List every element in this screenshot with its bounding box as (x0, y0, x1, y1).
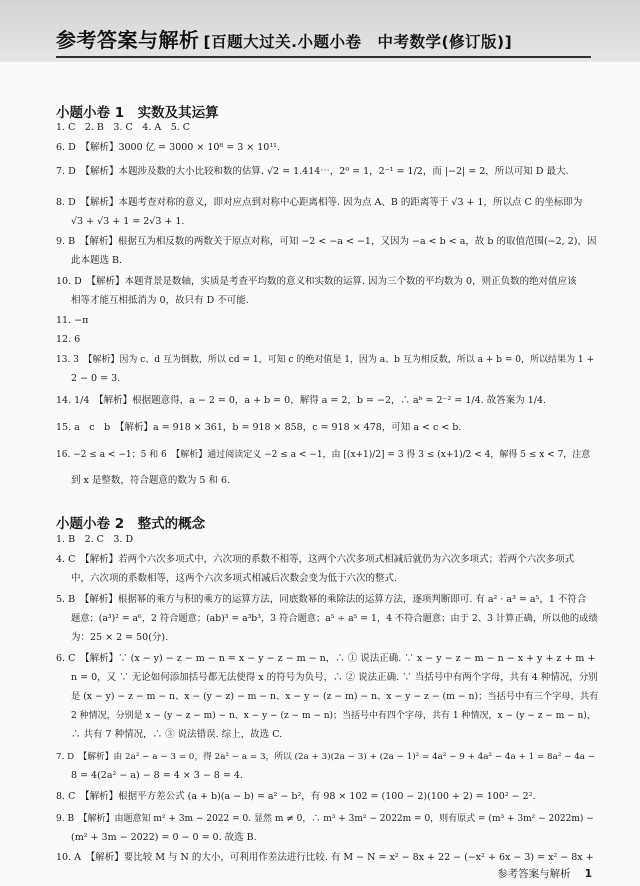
answer-line: 1. C 2. B 3. C 4. A 5. C (56, 122, 191, 133)
header-main-title: 参考答案与解析 (56, 28, 200, 52)
answer-line: 是 (x − y) − z − m − n、x − (y − z) − m − n、x − y − (z − m) − n、x − y − z − (m − n)；当括号中有三个字母，共有 (71, 691, 599, 702)
page-footer (497, 866, 592, 881)
header-title (56, 24, 512, 53)
answer-line: 到 x 是整数，符合题意的数为 5 和 6. (71, 475, 231, 486)
answer-line: 11. −π (56, 315, 89, 326)
answer-line: 15. a c b 【解析】a = 918 × 361，b = 918 × 858，c = 918 × 478，可知 a < c < b. (56, 422, 462, 433)
footer-label: 参考答案与解析 (497, 868, 571, 880)
answer-line: 2 种情况，分别是 x − (y − z − m) − n、x − y − (z − m − n)；当括号中有四个字母，共有 1 种情况，x − (y − z − m − n)， (71, 711, 596, 721)
answer-line: 16. −2 ≤ a < −1；5 和 6 【解析】通过阅读定义 −2 ≤ a < −1，由 [(x+1)/2] = 3 得 3 ≤ (x+1)/2 < 4，解得 5 ≤ x < 7，注意 (56, 450, 591, 460)
answer-line: 7. D 【解析】由 2a² − a − 3 = 0，得 2a² − a = 3，所以 (2a + 3)(2a − 3) + (2a − 1)² = 4a² − 9 + 4a² − 4a + 1 = 8a² − 4a − (56, 752, 596, 762)
answer-line: 12. 6 (56, 334, 81, 345)
answer-line: (m² + 3m − 2022) = 0 − 0 = 0. 故选 B. (71, 832, 257, 843)
answer-line: ∴ 共有 7 种情况，∴ ③ 说法错误. 综上，故选 C. (71, 729, 283, 740)
header-rule (56, 56, 591, 58)
page-number: 1 (584, 868, 592, 880)
page-header (0, 0, 640, 62)
header-subtitle: [百题大过关.小题小卷 中考数学(修订版)] (203, 33, 513, 51)
answer-line: 此本题选 B. (71, 255, 123, 266)
answer-line: 10. A 【解析】要比较 M 与 N 的大小，可利用作差法进行比较. 有 M − N = x² − 8x + 22 − (−x² + 6x − 3) = x² − 8x + (56, 852, 594, 863)
answer-line: 题意；(a³)² = a⁶，2 符合题意；(ab)³ = a³b³，3 符合题意；a⁵ ÷ a⁵ = 1，4 不符合题意；由于 2、3 计算正确，所以他的成绩 (71, 613, 598, 624)
answer-line: 为：25 × 2 = 50(分). (71, 632, 169, 643)
answer-line: 13. 3 【解析】因为 c、d 互为倒数，所以 cd = 1，可知 c 的绝对值是 1，因为 a、b 互为相反数，所以 a + b = 0，所以结果为 1 + (56, 355, 595, 365)
answer-line: 6. D 【解析】3000 亿 = 3000 × 10⁸ = 3 × 10¹¹. (56, 142, 280, 153)
answer-line: n = 0，又 ∵ 无论如何添加括号都无法使得 x 的符号为负号，∴ ② 说法正确. ∵ 当括号中有两个字母，共有 4 种情况，分别 (71, 672, 598, 683)
answer-line: 5. B 【解析】根据幂的乘方与积的乘方的运算方法，同底数幂的乘除法的运算方法，逐项判断即可. 有 a² · a³ = a⁵，1 不符合 (56, 594, 587, 605)
answer-line: 10. D 【解析】本题背景是数轴，实质是考查平均数的意义和实数的运算. 因为三个数的平均数为 0，则正负数的绝对值应该 (56, 276, 577, 287)
answer-line: 1. B 2. C 3. D (56, 534, 134, 545)
section-title-2: 小题小卷 2 整式的概念 (56, 516, 206, 532)
answer-line: 9. B 【解析】根据互为相反数的两数关于原点对称，可知 −2 < −a < −1，又因为 −a < b < a，故 b 的取值范围(−2, 2)，因 (56, 236, 597, 247)
answer-line: 中，六次项的系数相等，这两个六次多项式相减后次数会变为低于六次的整式. (71, 573, 398, 584)
answer-line: 2 − 0 = 3. (71, 373, 121, 384)
answer-line: 8. D 【解析】本题考查对称的意义，即对应点到对称中心距离相等. 因为点 A、B 的距离等于 √3 + 1，所以点 C 的坐标即为 (56, 197, 583, 208)
section-title-1: 小题小卷 1 实数及其运算 (56, 105, 219, 121)
answer-line: 4. C 【解析】若两个六次多项式中，六次项的系数不相等，这两个六次多项式相减后就仍为六次多项式；若两个六次多项式 (56, 554, 575, 565)
answer-line: 8. C 【解析】根据平方差公式 (a + b)(a − b) = a² − b²，有 98 × 102 = (100 − 2)(100 + 2) = 100² − 2². (56, 791, 536, 802)
answer-line: 7. D 【解析】本题涉及数的大小比较和数的估算. √2 = 1.414⋯，2⁰ = 1，2⁻¹ = 1/2，而 |−2| = 2，所以可知 D 最大. (56, 166, 569, 177)
answer-line: √3 + √3 + 1 = 2√3 + 1. (71, 216, 185, 227)
answer-line: 6. C 【解析】∵ (x − y) − z − m − n = x − y − z − m − n，∴ ① 说法正确. ∵ x − y − z − m − n − x + y + z + m + (56, 653, 596, 664)
answer-line: 14. 1/4 【解析】根据题意得，a − 2 = 0，a + b = 0，解得 a = 2，b = −2，∴ aᵇ = 2⁻² = 1/4. 故答案为 1/4. (56, 395, 547, 406)
answer-line: 8 = 4(2a² − a) − 8 = 4 × 3 − 8 = 4. (71, 770, 243, 781)
answer-line: 9. B 【解析】由题意知 m² + 3m − 2022 = 0. 显然 m ≠ 0，∴ m³ + 3m² − 2022m = 0，则有原式 = (m³ + 3m² − 2022m) − (56, 814, 594, 824)
answer-line: 相等才能互相抵消为 0，故只有 D 不可能. (71, 295, 249, 306)
